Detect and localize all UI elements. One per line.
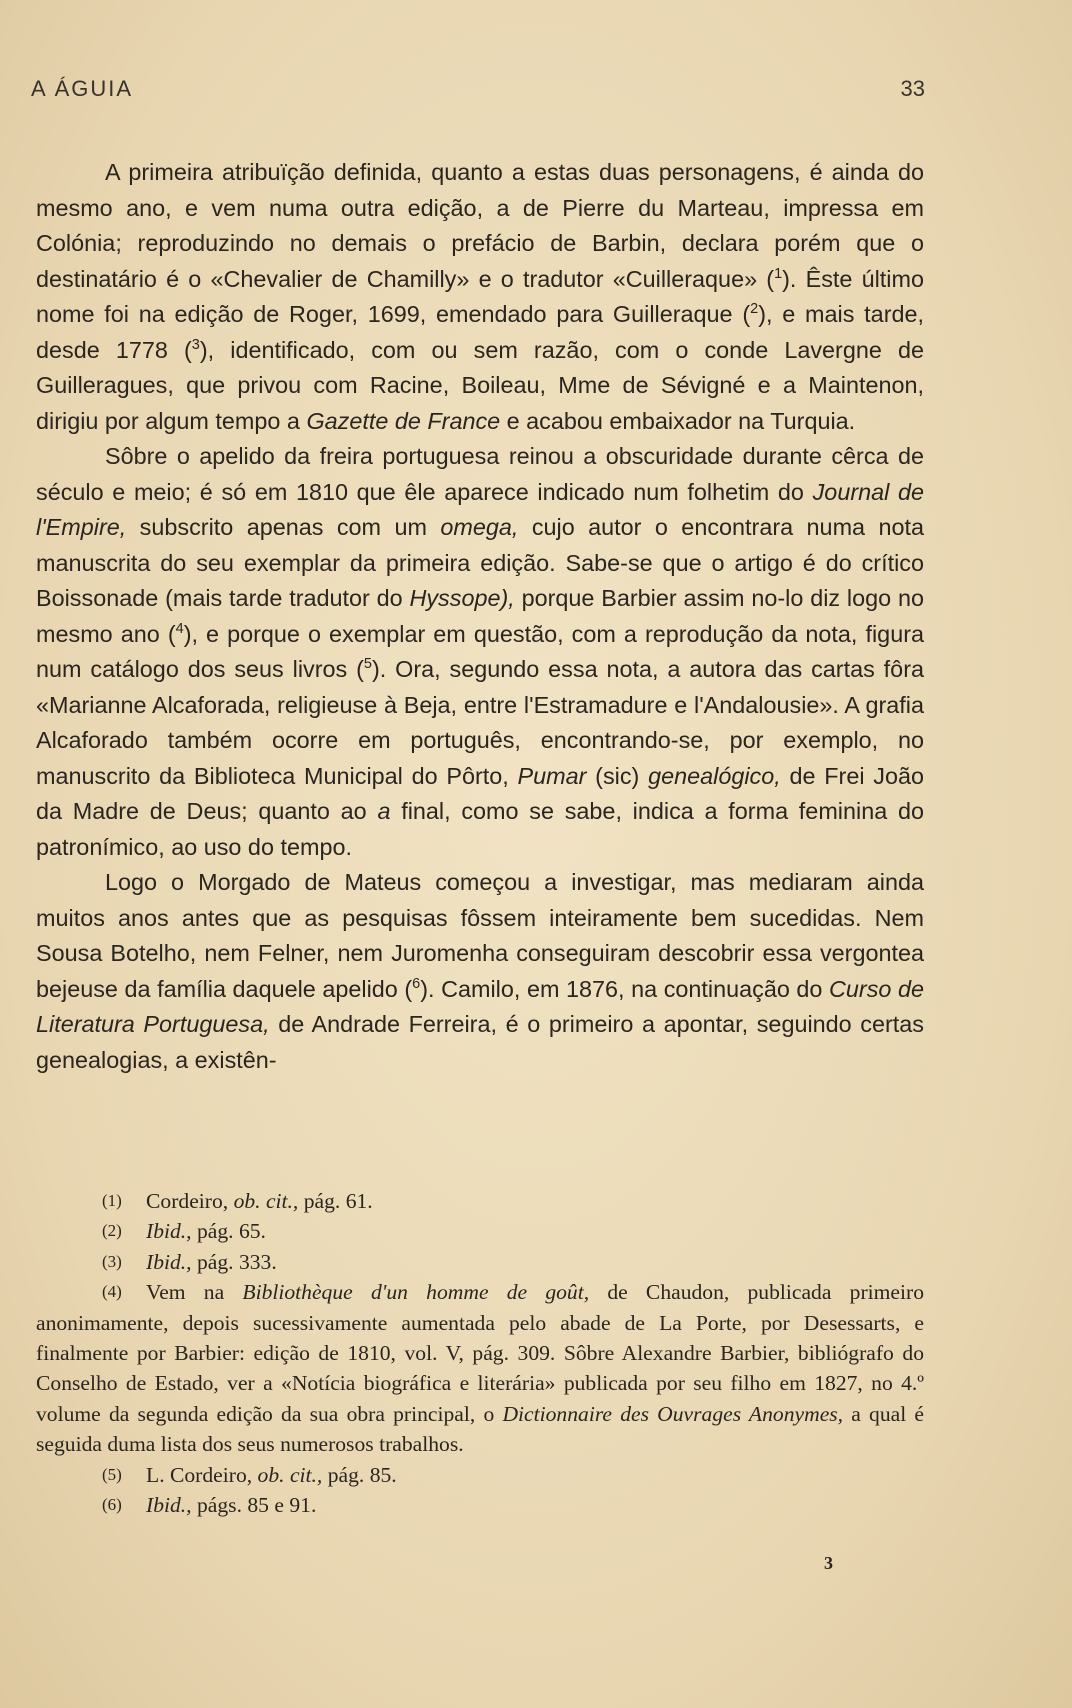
body-text	[36, 155, 924, 1078]
text-run: porque Barbier assim no-lo diz logo no mesmo ano (	[36, 585, 924, 647]
footnote-text	[104, 1186, 924, 1216]
italic-word: omega,	[440, 514, 519, 540]
italic-title: Journal de l'Empire,	[36, 478, 925, 540]
footnote-text	[36, 1277, 924, 1459]
text-run: subscrito apenas com um	[126, 514, 441, 540]
text-run: pág. 85.	[322, 1462, 397, 1487]
text-run: cujo autor o encontrara numa nota manuscrita do seu exemplar da primeira edição. Sabe-se que o artigo é do crítico Boissonade (mais tarde tradutor do	[36, 514, 924, 611]
footnote-5	[36, 1460, 924, 1490]
italic-abbrev: ob. cit.,	[257, 1462, 323, 1487]
text-run: págs. 85 e 91.	[191, 1493, 317, 1518]
text-run: final, como se sabe, indica a forma feminina do patronímico, ao uso do tempo.	[36, 798, 924, 860]
text-run: L. Cordeiro,	[146, 1462, 258, 1487]
paragraph-2	[36, 439, 924, 865]
italic-title: Hyssope),	[409, 585, 515, 611]
text-run: de Andrade Ferreira, é o primeiro a apontar, seguindo certas genealogias, a existên-	[36, 1011, 924, 1073]
page-number: 33	[900, 76, 925, 101]
text-run: ), e mais tarde, desde 1778 (	[36, 301, 924, 363]
text-run: ). Ora, segundo essa nota, a autora das cartas fôra «Marianne Alcaforada, religieuse à Beja, entre l'Estramadure e l'Andalousie». A grafia Alcaforado também ocorre em português, encontrando-se, por exemplo, no manuscrito da Biblioteca Municipal do Pôrto,	[36, 656, 924, 789]
text-run: ). Camilo, em 1876, na continuação do	[420, 975, 830, 1002]
running-title: A ÁGUIA	[31, 76, 134, 101]
footnote-ref: 2	[750, 301, 759, 318]
italic-title: Gazette de France	[306, 407, 501, 434]
italic-title: Dictionnaire des Ouvrages Anonymes,	[502, 1401, 844, 1426]
text-run: a qual é seguida duma lista dos seus numerosos trabalhos.	[36, 1401, 924, 1457]
footnote-ref: 6	[412, 975, 421, 992]
text-run: de Chaudon, publicada primeiro anonimamente, depois sucessivamente aumentada pelo abade de La Porte, por Desessarts, e finalmente por Barbier: edição de 1810, vol. V, pág. 309. Sôbre Alexandre Barbier, bibliógrafo do Conselho de Estado, ver a «Notícia biográfica e literária» publicada por seu filho em 1827, no 4.º volume da segunda edição da sua obra principal, o	[36, 1280, 925, 1426]
footnote-1	[36, 1186, 924, 1216]
footnote-4	[36, 1277, 924, 1459]
footnote-marker: (1)	[102, 1191, 122, 1210]
footnote-marker: (5)	[102, 1464, 122, 1484]
footnote-marker: (6)	[102, 1495, 122, 1515]
paragraph-1	[36, 155, 924, 439]
text-run: Cordeiro,	[146, 1189, 234, 1213]
italic-title: Pumar	[517, 762, 587, 789]
footnotes	[36, 1186, 924, 1520]
paragraph-3	[36, 865, 924, 1078]
footnote-text	[104, 1460, 924, 1490]
italic-abbrev: Ibid.,	[146, 1493, 192, 1518]
footnote-text	[104, 1216, 924, 1246]
text-run: Sôbre o apelido da freira portuguesa reinou a obscuridade durante cêrca de século e meio; é só em 1810 que êle aparece indicado num folhetim do	[36, 443, 924, 505]
text-run: e acabou embaixador na Turquia.	[500, 407, 856, 434]
text-run: pág. 65.	[191, 1219, 266, 1244]
text-run: de Frei João da Madre de Deus; quanto ao	[36, 762, 924, 824]
text-run: ). Êste último nome foi na edição de Roger, 1699, emendado para Guilleraque (	[36, 265, 924, 327]
italic-abbrev: Ibid.,	[146, 1249, 192, 1274]
italic-abbrev: ob. cit.,	[233, 1189, 299, 1213]
footnote-marker: (3)	[102, 1251, 122, 1271]
footnote-6	[36, 1490, 924, 1520]
text-run: ), e porque o exemplar em questão, com a reprodução da nota, figura num catálogo dos seus livros (	[36, 620, 924, 682]
italic-abbrev: Ibid.,	[146, 1219, 192, 1244]
italic-word: genealógico,	[648, 762, 781, 789]
italic-title: Curso de Literatura Portuguesa,	[36, 975, 924, 1037]
text-run: (sic)	[586, 762, 649, 789]
footnote-ref: 5	[363, 656, 372, 673]
footnote-ref: 3	[191, 336, 200, 353]
footnote-marker: (2)	[102, 1221, 122, 1241]
footnote-ref: 4	[175, 620, 184, 637]
italic-word: a	[377, 798, 391, 824]
signature-mark: 3	[824, 1553, 833, 1573]
italic-title: Bibliothèque d'un homme de goût,	[242, 1280, 590, 1305]
text-run: pág. 333.	[191, 1249, 277, 1274]
text-run: A primeira atribuïção definida, quanto a estas duas personagens, é ainda do mesmo ano, e vem numa outra edição, a de Pierre du Marteau, impressa em Colónia; reproduzindo no demais o prefácio de Barbin, declara porém que o destinatário é o «Chevalier de Chamilly» e o tradutor «Cuilleraque» (	[36, 159, 924, 292]
text-run: Logo o Morgado de Mateus começou a investigar, mas mediaram ainda muitos anos antes que as pesquisas fôssem inteiramente bem sucedidas. Nem Sousa Botelho, nem Felner, nem Juromenha conseguiram descobrir essa vergontea bejeuse da família daquele apelido (	[36, 869, 924, 1002]
footnote-2	[36, 1216, 924, 1246]
footnote-text	[104, 1490, 924, 1520]
footnote-3	[36, 1247, 924, 1277]
footnote-ref: 1	[774, 265, 783, 282]
text-run: pág. 61.	[298, 1189, 373, 1213]
footnote-text	[104, 1247, 924, 1277]
text-run: Vem na	[146, 1280, 243, 1305]
footnote-marker: (4)	[102, 1282, 122, 1302]
text-run: ), identificado, com ou sem razão, com o conde Lavergne de Guilleragues, que privou com Racine, Boileau, Mme de Sévigné e a Maintenon, dirigiu por algum tempo a	[36, 336, 924, 434]
